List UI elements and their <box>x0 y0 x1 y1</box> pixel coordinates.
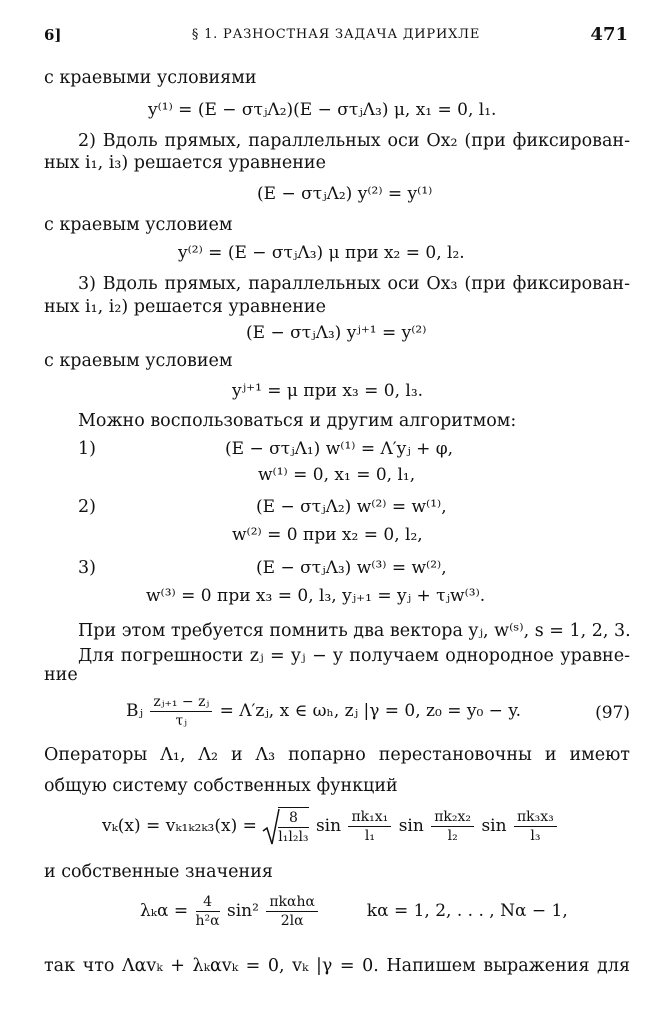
fraction-numerator: zⱼ₊₁ − zⱼ <box>150 693 212 712</box>
paragraph-text: ных i₁, i₂) решается уравнение <box>44 297 326 317</box>
fraction <box>348 808 391 845</box>
square-root <box>262 806 310 847</box>
equation-97 <box>126 693 521 730</box>
fraction-denominator: l₂ <box>447 828 458 844</box>
equation: (E − στⱼΛ₁) w⁽¹⁾ = Λ′yⱼ + φ, <box>225 439 454 459</box>
fraction-denominator: h²α <box>195 913 220 929</box>
paragraph-text: Для погрешности zⱼ = yⱼ − y получаем однородное уравне- <box>78 646 630 666</box>
eigenvalue-equation <box>140 891 568 931</box>
fraction-numerator: πkαhα <box>266 893 318 912</box>
paragraph-text: общую систему собственных функций <box>44 776 398 796</box>
paragraph-text: Операторы Λ₁, Λ₂ и Λ₃ попарно перестановочны и имеют <box>44 745 630 765</box>
equation: y⁽²⁾ = (E − στⱼΛ₃) μ при x₂ = 0, l₂. <box>178 243 465 263</box>
sine-function: sin <box>315 816 342 836</box>
equation: (E − στⱼΛ₂) w⁽²⁾ = w⁽¹⁾, <box>256 497 447 517</box>
equation-number: (97) <box>595 703 630 723</box>
fraction-numerator: πk₂x₂ <box>431 808 474 827</box>
paragraph-text: При этом требуется помнить два вектора yⱼ, w⁽ˢ⁾, s = 1, 2, 3. <box>78 621 631 641</box>
paragraph-text: и собственные значения <box>44 862 273 882</box>
equation-lhs: vₖ(x) = vₖ₁ₖ₂ₖ₃(x) = <box>102 816 257 836</box>
paragraph-text: с краевым условием <box>44 351 233 371</box>
equation-rhs: kα = 1, 2, . . . , Nα − 1, <box>366 901 568 921</box>
eigenfunction-equation <box>102 806 559 847</box>
page-number: 471 <box>590 24 628 45</box>
step-number: 1) <box>78 439 96 459</box>
equation-rhs: = Λ′zⱼ, x ∈ ωₕ, zⱼ |γ = 0, z₀ = y₀ − y. <box>219 701 522 721</box>
paragraph-text: так что Λαvₖ + λₖαvₖ = 0, vₖ |γ = 0. Напишем выражения для <box>44 956 630 976</box>
paragraph-text: с краевым условием <box>44 215 233 235</box>
equation: (E − στⱼΛ₃) yʲ⁺¹ = y⁽²⁾ <box>246 323 427 343</box>
paragraph-text: 2) Вдоль прямых, параллельных оси Ox₂ (при фиксирован- <box>78 131 630 151</box>
sine-function: sin <box>398 816 424 836</box>
sine-function: sin <box>481 816 507 836</box>
fraction <box>196 893 220 930</box>
equation: y⁽¹⁾ = (E − στⱼΛ₂)(E − στⱼΛ₃) μ, x₁ = 0, l₁. <box>148 100 497 120</box>
fraction <box>266 893 318 930</box>
fraction-denominator: l₁l₂l₃ <box>278 829 309 846</box>
fraction-numerator: πk₃x₃ <box>514 808 557 827</box>
fraction-numerator: πk₁x₁ <box>348 808 391 827</box>
equation: w⁽³⁾ = 0 при x₃ = 0, l₃, yⱼ₊₁ = yⱼ + τⱼw⁽³⁾. <box>146 586 486 606</box>
equation: w⁽²⁾ = 0 при x₂ = 0, l₂, <box>232 525 423 545</box>
step-number: 3) <box>78 558 96 578</box>
equation: (E − στⱼΛ₃) w⁽³⁾ = w⁽²⁾, <box>256 558 447 578</box>
fraction-denominator: τⱼ <box>175 713 187 729</box>
equation-lhs: Bⱼ <box>126 701 143 721</box>
fraction-numerator: 4 <box>196 893 220 912</box>
paragraph-text: ных i₁, i₃) решается уравнение <box>44 153 326 173</box>
fraction-denominator: 2lα <box>280 913 304 929</box>
sine-squared-function: sin² <box>227 901 259 921</box>
paragraph-text: с краевыми условиями <box>44 68 257 88</box>
paragraph-text: Можно воспользоваться и другим алгоритмом: <box>78 411 517 431</box>
fraction-numerator: 8 <box>278 809 308 828</box>
fraction <box>150 693 212 730</box>
fraction <box>431 808 474 845</box>
fraction <box>514 808 557 845</box>
fraction-denominator: l₁ <box>364 828 375 844</box>
section-marker: 6] <box>44 26 62 44</box>
fraction <box>278 807 308 846</box>
paragraph-text: 3) Вдоль прямых, параллельных оси Ox₃ (при фиксирован- <box>78 274 630 294</box>
equation-lhs: λₖα = <box>140 901 189 921</box>
equation: (E − στⱼΛ₂) y⁽²⁾ = y⁽¹⁾ <box>257 184 433 204</box>
equation: yʲ⁺¹ = μ при x₃ = 0, l₃. <box>232 381 424 401</box>
fraction-denominator: l₃ <box>530 828 541 844</box>
step-number: 2) <box>78 497 96 517</box>
page-header <box>44 22 628 48</box>
running-title: § 1. РАЗНОСТНАЯ ЗАДАЧА ДИРИХЛЕ <box>191 27 481 42</box>
equation: w⁽¹⁾ = 0, x₁ = 0, l₁, <box>258 465 416 485</box>
paragraph-text: ние <box>44 665 78 685</box>
